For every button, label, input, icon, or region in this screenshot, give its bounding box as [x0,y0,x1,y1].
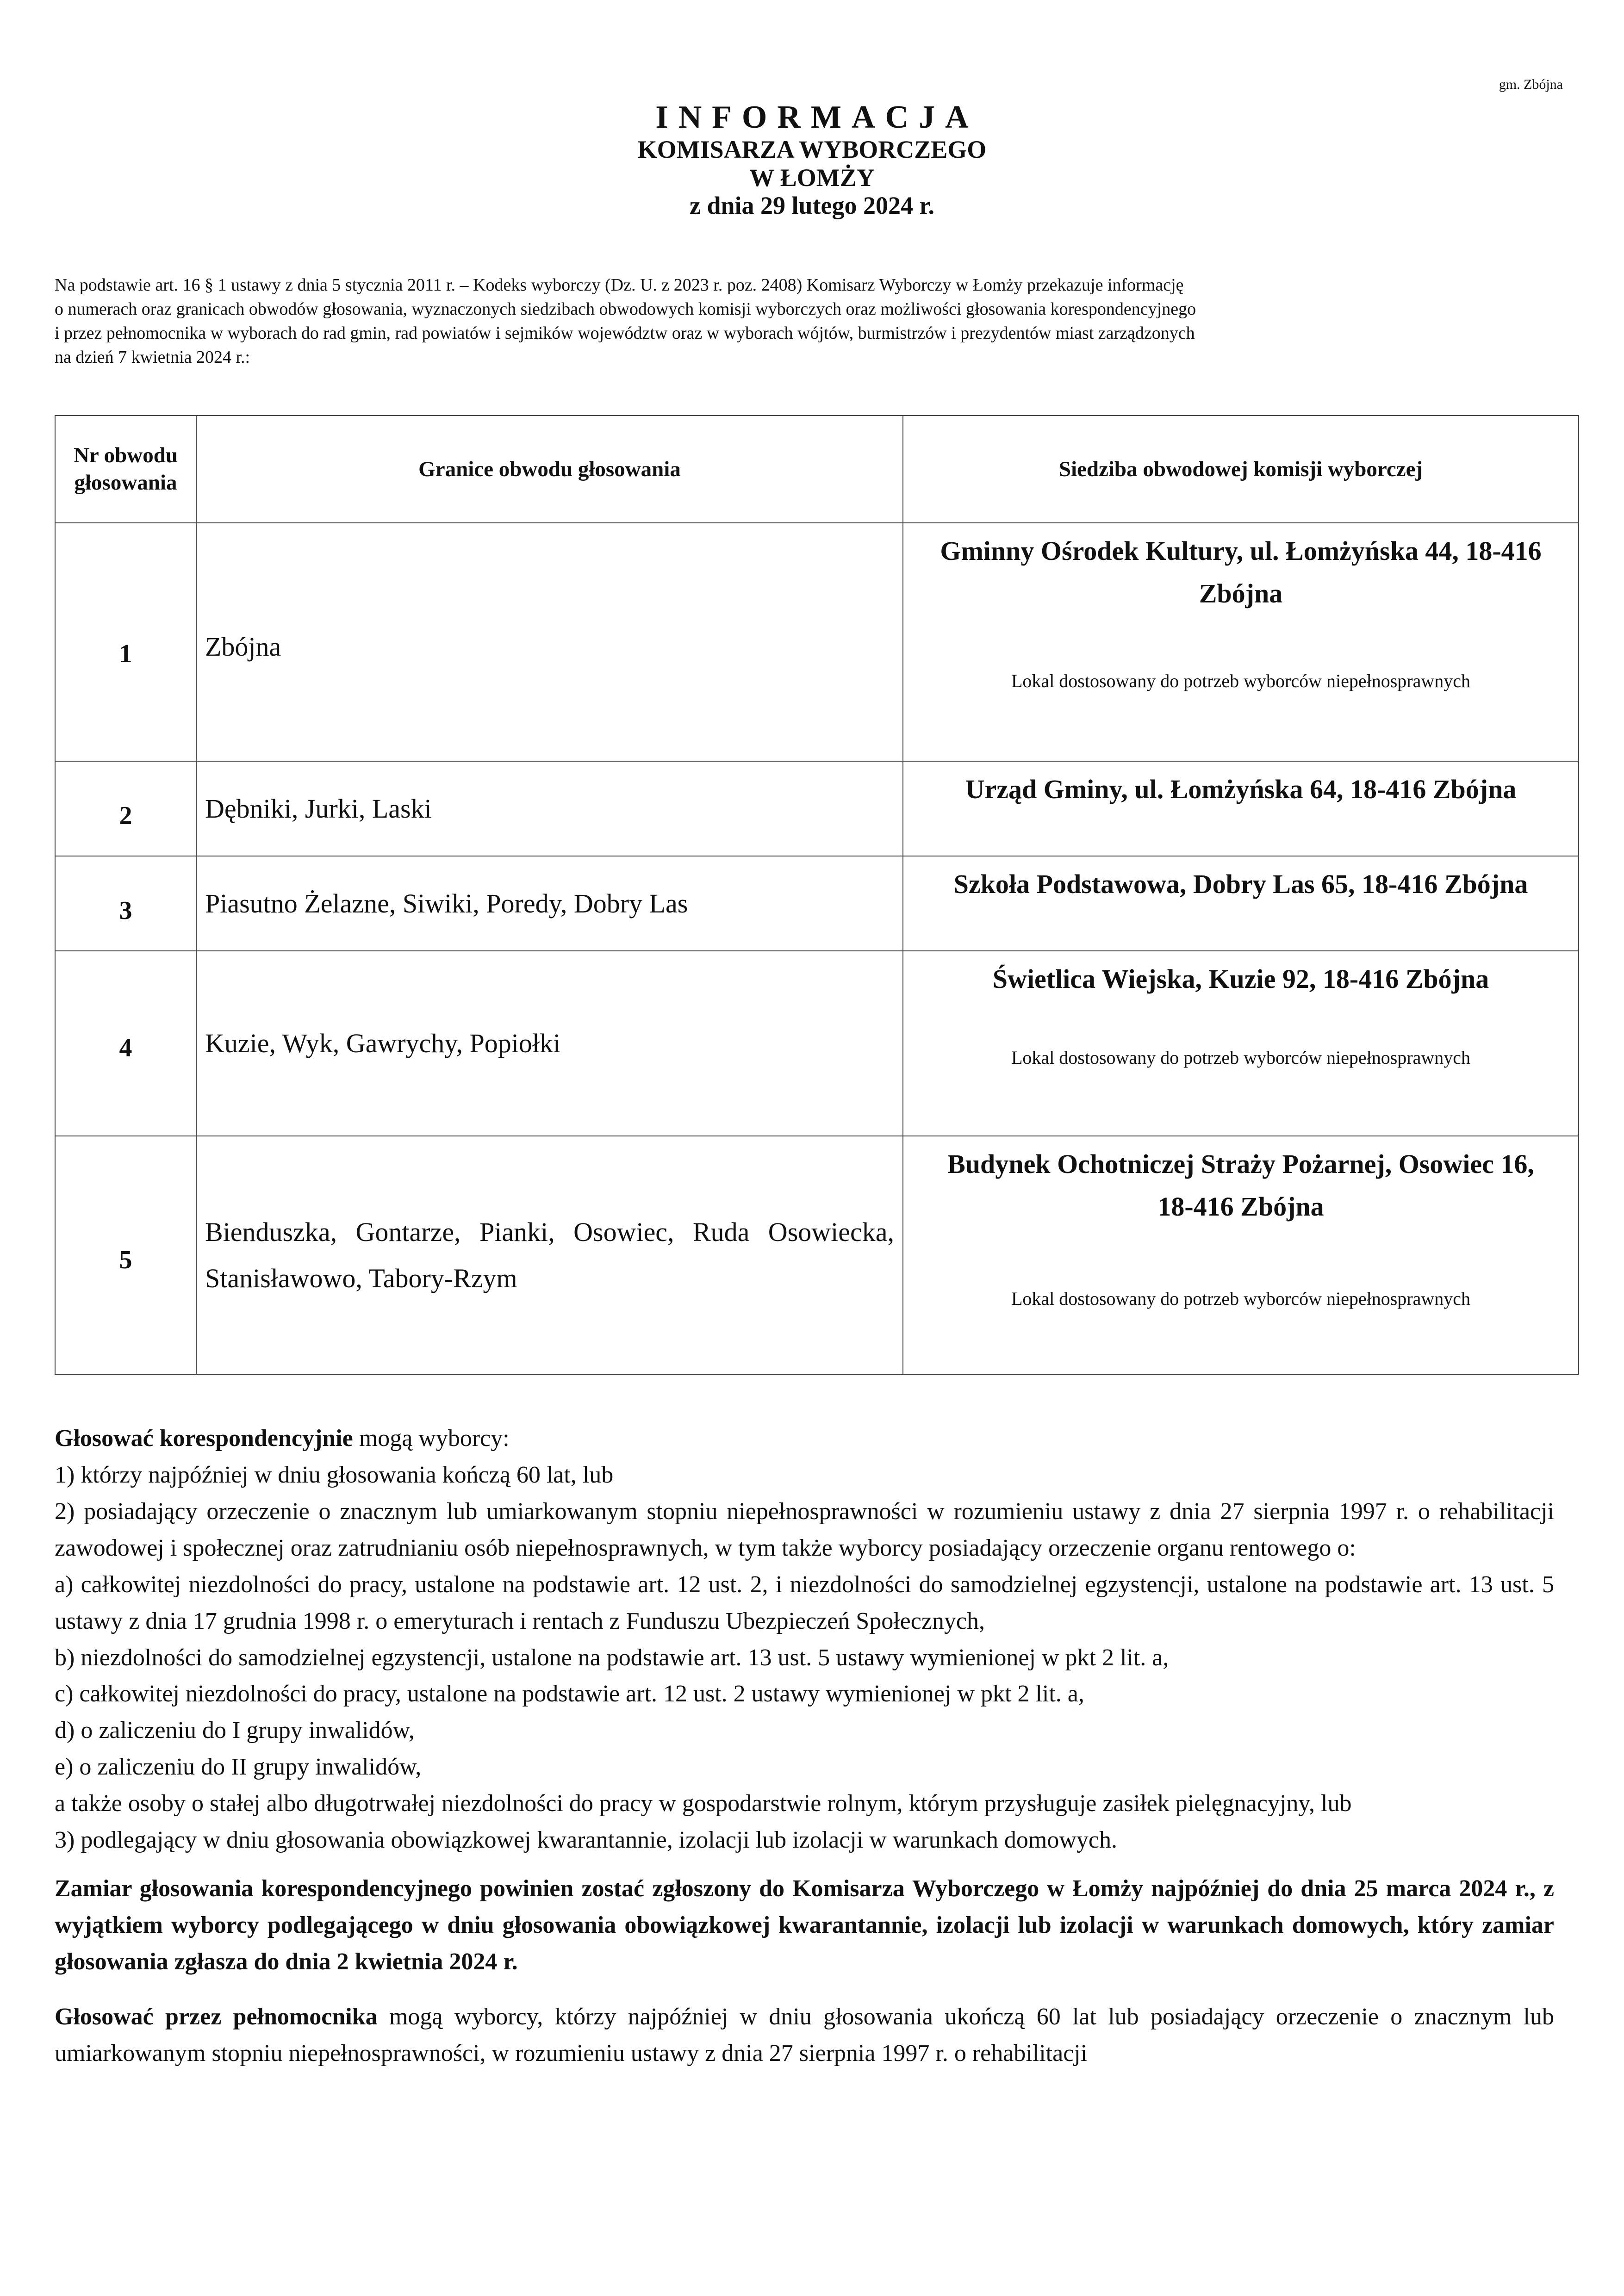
intro-line: o numerach oraz granicach obwodów głosowania, wyznaczonych siedzibach obwodowych komisji wyborczych oraz możliwości głosowania korespondencyjnego [55,299,1196,319]
district-number: 1 [55,523,196,761]
seat-name: Gminny Ośrodek Kultury, ul. Łomżyńska 44, 18-416 Zbójna [940,536,1542,608]
district-boundaries: Zbójna [196,523,903,761]
list-item: 3) podlegający w dniu głosowania obowiązkowej kwarantannie, izolacji lub izolacji w warunkach domowych. [55,1827,1117,1854]
subtitle-commissioner: KOMISARZA WYBORCZEGO [637,136,987,164]
list-item: c) całkowitej niezdolności do pracy, ustalone na podstawie art. 12 ust. 2 ustawy wymienionej w pkt 2 lit. a, [55,1681,1084,1707]
list-item: a) całkowitej niezdolności do pracy, ustalone na podstawie art. 12 ust. 2, i niezdolności do samodzielnej egzystencji, ustalone na podstawie art. 13 ust. 5 ustawy z dnia 17 grudnia 1998 r. o emeryturach i rentach z Funduszu Ubezpieczeń Społecznych, [55,1571,1554,1634]
table-row [55,523,1579,761]
document-date: z dnia 29 lutego 2024 r. [689,192,935,220]
district-seat [903,761,1579,856]
seat-name: Szkoła Podstawowa, Dobry Las 65, 18-416 Zbójna [953,869,1528,899]
district-boundaries: Bienduszka, Gontarze, Pianki, Osowiec, Ruda Osowiecka, Stanisławowo, Tabory-Rzym [196,1136,903,1374]
seat-name: Urząd Gminy, ul. Łomżyńska 64, 18-416 Zbójna [965,774,1517,804]
intro-line: i przez pełnomocnika w wyborach do rad gmin, rad powiatów i sejmików województw oraz w wyborach wójtów, burmistrzów i prezydentów miast zarządzonych [55,323,1195,343]
list-item: b) niezdolności do samodzielnej egzystencji, ustalone na podstawie art. 13 ust. 5 ustawy wymienionej w pkt 2 lit. a, [55,1644,1169,1671]
title: INFORMACJA [655,99,979,135]
table-row [55,761,1579,856]
document-header [0,99,1624,220]
district-seat [903,951,1579,1136]
subtitle-city: W ŁOMŻY [749,163,875,192]
korespondencja-lead [55,1421,1554,1457]
intro-paragraph [55,273,1554,369]
district-number: 2 [55,761,196,856]
table-header-row [55,416,1579,523]
header-granice: Granice obwodu głosowania [196,416,903,523]
district-boundaries: Kuzie, Wyk, Gawrychy, Popiołki [196,951,903,1136]
table-row [55,856,1579,951]
accessibility-note: Lokal dostosowany do potrzeb wyborców niepełnosprawnych [1011,1288,1470,1309]
pelnomocnik-lead-bold: Głosować przez pełnomocnika [55,2003,378,2030]
district-number: 5 [55,1136,196,1374]
list-item: d) o zaliczeniu do I grupy inwalidów, [55,1717,415,1744]
intro-line: na dzień 7 kwietnia 2024 r.: [55,348,250,367]
pelnomocnik-lead-text: mogą wyborcy, którzy najpóźniej w dniu głosowania ukończą 60 lat lub posiadający orzeczenie o znacznym lub umiarkowanym stopniu niepełnosprawności, w rozumieniu ustawy z dnia 27 sierpnia 1997 r. o rehabilitacji [55,2003,1554,2066]
header-nr-line: głosowania [74,471,177,495]
districts-table [55,415,1579,1375]
table-row [55,1136,1579,1374]
district-seat [903,856,1579,951]
header-siedziba: Siedziba obwodowej komisji wyborczej [903,416,1579,523]
list-item: a także osoby o stałej albo długotrwałej niezdolności do pracy w gospodarstwie rolnym, którym przysługuje zasiłek pielęgnacyjny, lub [55,1790,1352,1817]
district-boundaries: Dębniki, Jurki, Laski [196,761,903,856]
corner-label: gm. Zbójna [1499,77,1563,92]
voting-info-section [55,1421,1554,2072]
seat-name: Świetlica Wiejska, Kuzie 92, 18-416 Zbójna [992,964,1489,994]
district-seat [903,523,1579,761]
korespondencja-deadline: Zamiar głosowania korespondencyjnego powinien zostać zgłoszony do Komisarza Wyborczego w Łomży najpóźniej do dnia 25 marca 2024 r., z wyjątkiem wyborcy podlegającego w dniu głosowania obowiązkowej kwarantannie, izolacji lub izolacji w warunkach domowych, który zamiar głosowania zgłasza do dnia 2 kwietnia 2024 r. [55,1875,1554,1975]
header-nr [55,416,196,523]
list-item: 2) posiadający orzeczenie o znacznym lub umiarkowanym stopniu niepełnosprawności w rozumieniu ustawy z dnia 27 sierpnia 1997 r. o rehabilitacji zawodowej i społecznej oraz zatrudnianiu osób niepełnosprawnych, w tym także wyborcy posiadający orzeczenie organu rentowego o: [55,1498,1554,1561]
list-item: 1) którzy najpóźniej w dniu głosowania kończą 60 lat, lub [55,1461,614,1488]
district-seat [903,1136,1579,1374]
pelnomocnik-paragraph [55,1999,1554,2072]
district-number: 4 [55,951,196,1136]
header-nr-line: Nr obwodu [73,443,178,468]
district-boundaries: Piasutno Żelazne, Siwiki, Poredy, Dobry Las [196,856,903,951]
seat-name: Budynek Ochotniczej Straży Pożarnej, Osowiec 16, 18-416 Zbójna [947,1149,1534,1222]
accessibility-note: Lokal dostosowany do potrzeb wyborców niepełnosprawnych [1011,670,1470,692]
table-row [55,951,1579,1136]
list-item: e) o zaliczeniu do II grupy inwalidów, [55,1754,422,1781]
accessibility-note: Lokal dostosowany do potrzeb wyborców niepełnosprawnych [1011,1047,1470,1068]
korespondencja-lead-bold: Głosować korespondencyjnie [55,1425,353,1452]
district-number: 3 [55,856,196,951]
intro-line: Na podstawie art. 16 § 1 ustawy z dnia 5 stycznia 2011 r. – Kodeks wyborczy (Dz. U. z 2023 r. poz. 2408) Komisarz Wyborczy w Łomży przekazuje informację [55,275,1184,295]
korespondencja-lead-text: mogą wyborcy: [353,1425,510,1452]
